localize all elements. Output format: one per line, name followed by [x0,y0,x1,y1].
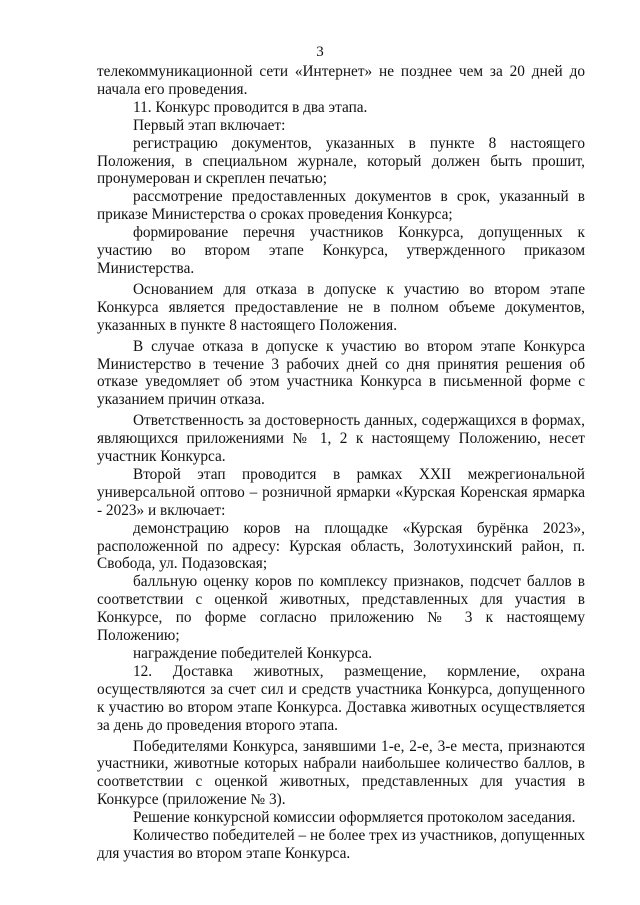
paragraph-scoring: балльную оценку коров по комплексу признаков, подсчет баллов в соответствии с оценкой животных, представленных для участия в Конкурсе, по форме согласно приложению № 3 к настоящему Положению; [97,573,585,645]
paragraph-refusal-grounds: Основанием для отказа в допуске к участию во втором этапе Конкурса является предоставление не в полном объеме документов, указанных в пункте 8 настоящего Положения. [97,280,585,334]
paragraph-item-11-stages: 11. Конкурс проводится в два этапа. [133,98,368,116]
paragraph-second-stage-intro: Второй этап проводится в рамках XXII межрегиональной универсальной оптово – розничной ярмарки «Курская Коренская ярмарка - 2023» и включает: [97,465,585,519]
paragraph-continuation-internet: телекоммуникационной сети «Интернет» не позднее чем за 20 дней до начала его проведения. [97,63,585,98]
page-number: 3 [316,44,324,60]
paragraph-demonstration: демонстрацию коров на площадке «Курская бурёнка 2023», расположенной по адресу: Курская область, Золотухинский район, п. Свобода, ул. Подазовская; [97,519,585,573]
document-body [97,63,585,863]
paragraph-registration: регистрацию документов, указанных в пункте 8 настоящего Положения, в специальном журнале, который должен быть прошит, пронумерован и скреплен печатью; [97,134,585,188]
paragraph-responsibility: Ответственность за достоверность данных, содержащихся в формах, являющихся приложениями № 1, 2 к настоящему Положению, несет участник Конкурса. [97,412,585,466]
paragraph-winners-count: Количество победителей – не более трех из участников, допущенных для участия во втором этапе Конкурса. [97,827,585,862]
paragraph-winners: Победителями Конкурса, занявшими 1-е, 2-е, 3-е места, признаются участники, животные которых набрали наибольшее количество баллов, в соответствии с оценкой животных, представленных для участия в Конкурсе (приложение № 3). [97,737,585,809]
paragraph-participant-list: формирование перечня участников Конкурса, допущенных к участию во втором этапе Конкурса, утвержденного приказом Министерства. [97,224,585,277]
paragraph-item-12-delivery: 12. Доставка животных, размещение, кормление, охрана осуществляются за счет сил и средств участника Конкурса, допущенного к участию во втором этапе Конкурса. Доставка животных осуществляется за день до проведения второго этапа. [97,662,585,734]
paragraph-first-stage-intro: Первый этап включает: [133,116,286,134]
paragraph-review-documents: рассмотрение предоставленных документов в срок, указанный в приказе Министерства о сроках проведения Конкурса; [97,188,585,224]
paragraph-refusal-notice: В случае отказа в допуске к участию во втором этапе Конкурса Министерство в течение 3 рабочих дней со дня принятия решения об отказе уведомляет об этом участника Конкурса в письменной форме с указанием причин отказа. [97,337,585,409]
paragraph-commission-decision: Решение конкурсной комиссии оформляется протоколом заседания. [133,809,576,827]
paragraph-awarding: награждение победителей Конкурса. [133,645,373,662]
